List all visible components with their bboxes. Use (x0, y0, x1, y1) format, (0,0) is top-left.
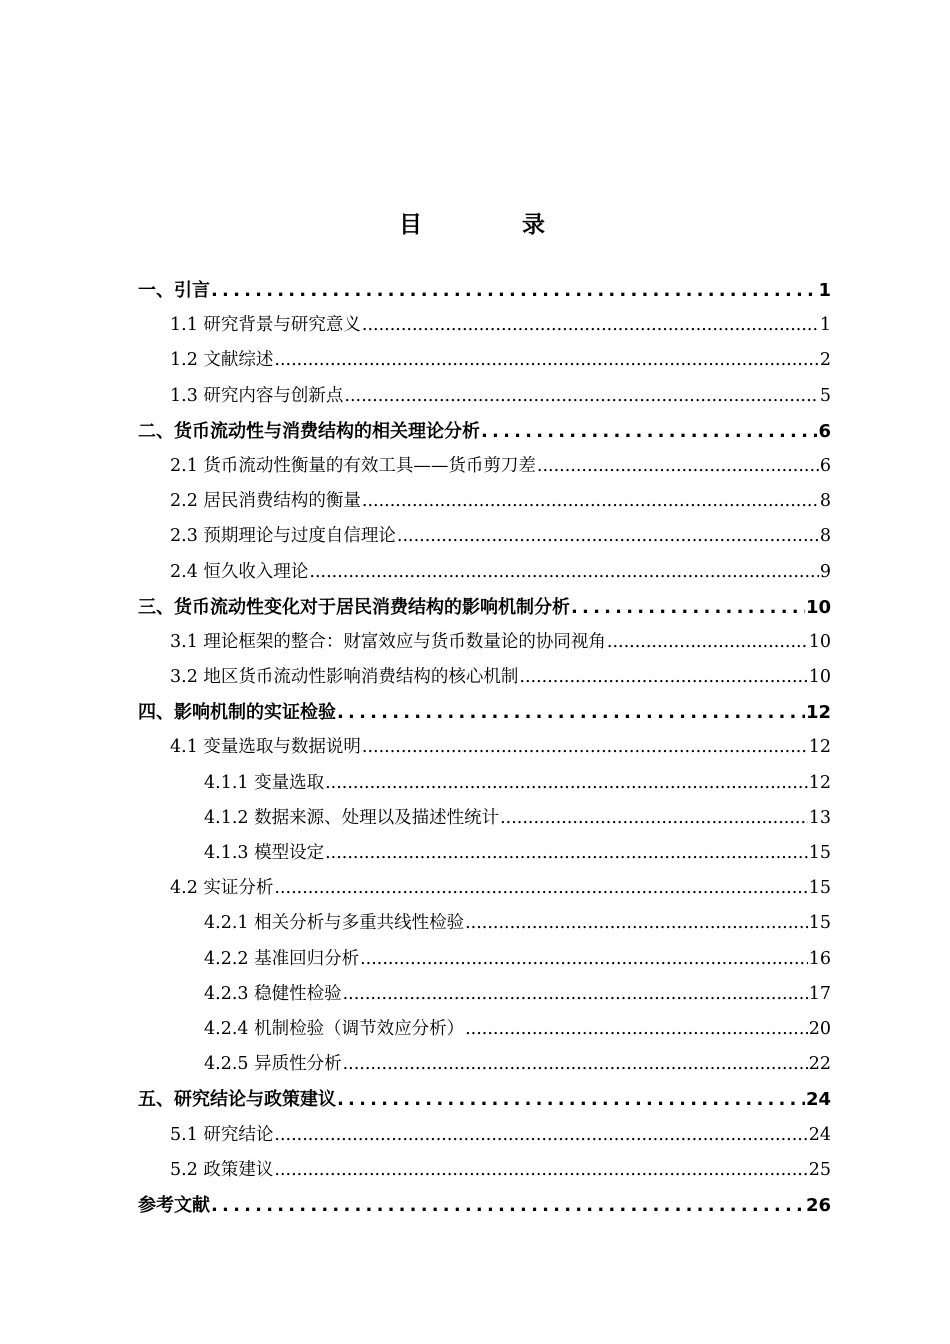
toc-leader-dots (519, 660, 807, 695)
page-title: 目 录 (398, 212, 591, 238)
toc-leader-dots (274, 1153, 807, 1188)
toc-entry-page: 22 (808, 1054, 831, 1075)
toc-entry-page: 26 (805, 1194, 831, 1216)
toc-entry-page: 16 (808, 948, 831, 969)
toc-entry-page: 13 (808, 807, 831, 828)
toc-entry-label: 4.1.1 变量选取 (204, 772, 325, 793)
toc-entry-label: 5.2 政策建议 (170, 1159, 274, 1180)
toc-leader-dots (362, 308, 819, 343)
toc-leader-dots (481, 414, 817, 449)
toc-entry[interactable] (138, 1153, 831, 1188)
toc-entry[interactable] (138, 625, 831, 660)
toc-leader-dots (274, 1118, 807, 1153)
toc-entry-label: 4.2.2 基准回归分析 (204, 948, 360, 969)
toc-entry[interactable] (138, 1012, 831, 1047)
toc-entry[interactable] (138, 730, 831, 765)
toc-entry-page: 15 (808, 878, 831, 899)
toc-leader-dots (325, 766, 808, 801)
table-of-contents (138, 273, 831, 1223)
toc-leader-dots (274, 871, 807, 906)
toc-entry-page: 24 (808, 1124, 831, 1145)
toc-entry-label: 4.1 变量选取与数据说明 (170, 737, 361, 758)
toc-entry-page: 20 (808, 1018, 831, 1039)
toc-leader-dots (337, 695, 805, 730)
toc-entry-page: 5 (819, 385, 831, 406)
toc-entry-label: 4.2.4 机制检验（调节效应分析） (204, 1018, 465, 1039)
toc-leader-dots (211, 1188, 805, 1223)
toc-entry[interactable] (138, 836, 831, 871)
toc-entry-page: 10 (805, 596, 831, 618)
toc-entry[interactable] (138, 660, 831, 695)
toc-leader-dots (360, 942, 808, 977)
toc-leader-dots (465, 1012, 808, 1047)
toc-leader-dots (607, 625, 808, 660)
toc-entry-page: 12 (805, 702, 831, 724)
toc-entry-label: 3.2 地区货币流动性影响消费结构的核心机制 (170, 667, 519, 688)
toc-entry-page: 8 (819, 526, 831, 547)
toc-leader-dots (325, 836, 808, 871)
toc-entry-page: 2 (819, 350, 831, 371)
toc-entry-label: 二、货币流动性与消费结构的相关理论分析 (138, 420, 480, 442)
toc-entry-page: 6 (819, 455, 831, 476)
toc-entry-label: 4.2 实证分析 (170, 878, 274, 899)
toc-leader-dots (465, 906, 808, 941)
toc-leader-dots (397, 519, 819, 554)
toc-entry-page: 9 (819, 561, 831, 582)
toc-entry-label: 2.3 预期理论与过度自信理论 (170, 526, 396, 547)
toc-leader-dots (344, 379, 818, 414)
toc-entry-label: 5.1 研究结论 (170, 1124, 274, 1145)
toc-entry-page: 8 (819, 491, 831, 512)
toc-entry-label: 4.2.3 稳健性检验 (204, 983, 342, 1004)
toc-entry-page: 24 (805, 1089, 831, 1111)
toc-entry-label: 一、引言 (138, 280, 210, 301)
toc-entry-label: 4.2.1 相关分析与多重共线性检验 (204, 913, 465, 934)
toc-entry[interactable] (138, 906, 831, 941)
toc-leader-dots (274, 343, 818, 378)
toc-entry[interactable] (138, 484, 831, 519)
toc-entry[interactable] (138, 695, 831, 730)
toc-leader-dots (343, 1047, 808, 1082)
toc-leader-dots (571, 590, 805, 625)
toc-leader-dots (309, 555, 818, 590)
toc-entry-page: 1 (819, 315, 831, 336)
toc-entry-label: 4.1.2 数据来源、处理以及描述性统计 (204, 807, 500, 828)
toc-entry-page: 10 (808, 667, 831, 688)
toc-leader-dots (337, 1082, 805, 1117)
toc-entry[interactable] (138, 1082, 831, 1117)
toc-entry-label: 参考文献 (138, 1194, 210, 1216)
toc-entry-label: 三、货币流动性变化对于居民消费结构的影响机制分析 (138, 596, 570, 618)
toc-entry-label: 2.2 居民消费结构的衡量 (170, 491, 361, 512)
toc-leader-dots (362, 484, 819, 519)
toc-entry-label: 2.4 恒久收入理论 (170, 561, 309, 582)
toc-entry-label: 3.1 理论框架的整合：财富效应与货币数量论的协同视角 (170, 631, 606, 652)
toc-entry-page: 12 (808, 737, 831, 758)
toc-entry-page: 6 (818, 420, 831, 442)
toc-entry[interactable] (138, 590, 831, 625)
toc-entry-label: 1.3 研究内容与创新点 (170, 385, 344, 406)
toc-entry-label: 4.2.5 异质性分析 (204, 1054, 342, 1075)
toc-entry[interactable] (138, 343, 831, 378)
toc-entry-label: 1.2 文献综述 (170, 350, 274, 371)
toc-entry[interactable] (138, 1047, 831, 1082)
toc-entry-label: 四、影响机制的实证检验 (138, 702, 336, 724)
toc-leader-dots (500, 801, 808, 836)
toc-entry[interactable] (138, 977, 831, 1012)
toc-entry[interactable] (138, 379, 831, 414)
toc-entry[interactable] (138, 1188, 831, 1223)
toc-entry-label: 4.1.3 模型设定 (204, 843, 325, 863)
toc-entry[interactable] (138, 308, 831, 343)
toc-entry-page: 15 (808, 843, 831, 863)
toc-entry[interactable] (138, 414, 831, 449)
toc-entry[interactable] (138, 449, 831, 484)
toc-entry[interactable] (138, 942, 831, 977)
toc-entry[interactable] (138, 801, 831, 836)
toc-entry-label: 1.1 研究背景与研究意义 (170, 315, 361, 336)
toc-leader-dots (211, 273, 817, 308)
toc-entry[interactable] (138, 766, 831, 801)
toc-leader-dots (362, 730, 808, 765)
toc-entry-page: 1 (818, 280, 831, 301)
toc-leader-dots (537, 449, 819, 484)
toc-entry[interactable] (138, 871, 831, 906)
toc-entry[interactable] (138, 273, 831, 308)
toc-entry-page: 12 (808, 772, 831, 793)
toc-entry-page: 15 (808, 913, 831, 934)
toc-entry-page: 25 (808, 1159, 831, 1180)
toc-entry[interactable] (138, 519, 831, 554)
toc-leader-dots (343, 977, 808, 1012)
toc-entry-page: 10 (808, 631, 831, 652)
toc-entry-page: 17 (808, 983, 831, 1004)
toc-entry-label: 2.1 货币流动性衡量的有效工具——货币剪刀差 (170, 455, 536, 476)
toc-entry-label: 五、研究结论与政策建议 (138, 1089, 336, 1111)
toc-entry[interactable] (138, 555, 831, 590)
toc-entry[interactable] (138, 1118, 831, 1153)
